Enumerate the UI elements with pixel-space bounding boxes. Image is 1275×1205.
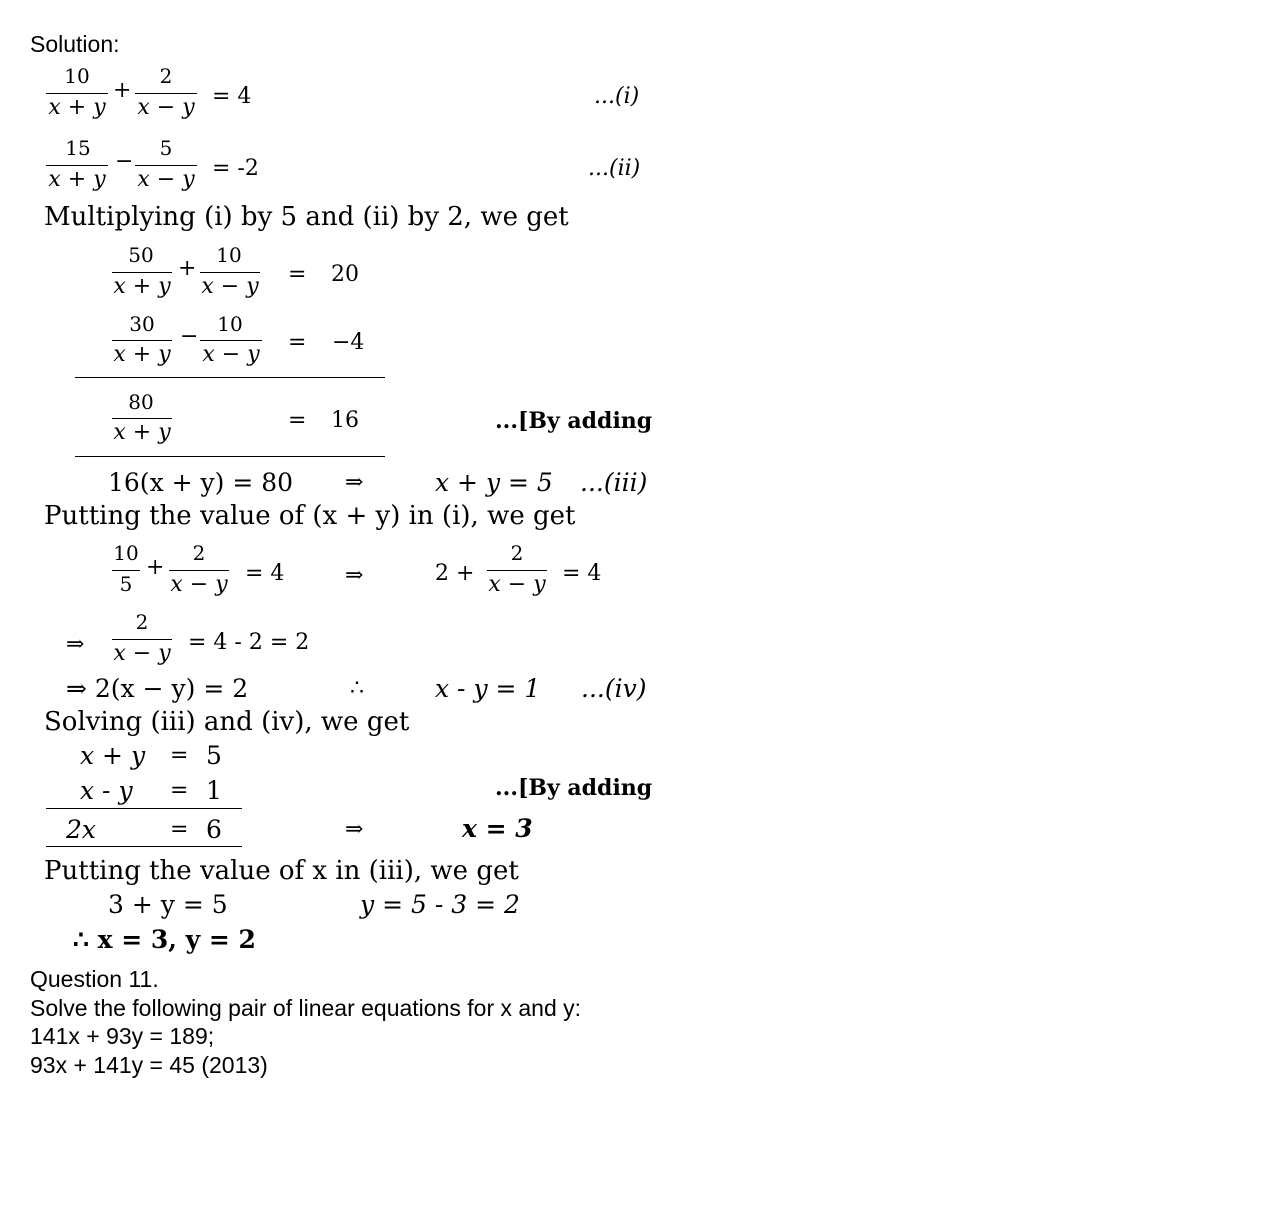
eq2-numerator-2: 5 — [159, 136, 173, 160]
eq2-tag: ...(ii) — [588, 156, 641, 181]
sub2-denominator: x − y — [113, 641, 171, 666]
sub1-denominator-3: x − y — [488, 572, 546, 597]
final-substitution-rhs: y = 5 - 3 = 2 — [360, 890, 520, 919]
mult1-operator: + — [178, 256, 197, 281]
sub2-rhs: = 4 - 2 = 2 — [188, 630, 310, 655]
step-put-2-text: Putting the value of x in (iii), we get — [44, 856, 519, 886]
result1-lhs: 16(x + y) = 80 — [108, 468, 294, 497]
elim-line-2 — [46, 846, 242, 847]
result2-tag: ...(iv) — [581, 674, 647, 703]
eq1-fraction-bar-1 — [46, 93, 108, 94]
sub1-denominator-1: 5 — [119, 572, 133, 596]
result2-rhs: x - y = 1 — [435, 674, 541, 703]
eq2-fraction-bar-2 — [135, 165, 197, 166]
sum-fraction-bar — [112, 418, 172, 419]
elim-row2-equals: = — [170, 778, 189, 803]
elim-row3-rhs: 6 — [206, 815, 222, 844]
elim-result: x = 3 — [462, 814, 533, 843]
mult1-numerator-2: 10 — [216, 243, 242, 267]
eq1-tag: ...(i) — [594, 84, 640, 109]
mult1-denominator-1: x + y — [113, 274, 171, 299]
elim-row1-equals: = — [170, 743, 189, 768]
sum-denominator: x + y — [113, 420, 171, 445]
question-label: Question 11. — [30, 966, 159, 992]
eq1-denominator-2: x − y — [137, 95, 195, 120]
question-equation-a: 141x + 93y = 189; — [30, 1023, 215, 1049]
sub2-arrow: ⇒ — [66, 632, 85, 657]
addition-line-1 — [75, 377, 385, 378]
elim-row1-rhs: 5 — [206, 741, 222, 770]
sub2-numerator: 2 — [135, 610, 149, 634]
result1-tag: ...(iii) — [580, 468, 648, 497]
eq2-rhs: = -2 — [212, 156, 259, 181]
sum-rhs: 16 — [331, 408, 359, 433]
elim-line-1 — [46, 808, 242, 809]
eq2-fraction-bar-1 — [46, 165, 108, 166]
mult1-equals: = — [288, 262, 307, 287]
sub1-fraction-bar-2 — [169, 570, 229, 571]
sub1-rhs-2: = 4 — [562, 561, 602, 586]
eq1-operator: + — [113, 78, 132, 103]
mult2-rhs: −4 — [332, 330, 365, 355]
eq1-denominator-1: x + y — [48, 95, 106, 120]
question-equation-b: 93x + 141y = 45 (2013) — [30, 1052, 268, 1078]
mult1-denominator-2: x − y — [201, 274, 259, 299]
sub1-numerator-1: 10 — [113, 541, 139, 565]
mult2-denominator-2: x − y — [202, 342, 260, 367]
sub1-denominator-2: x − y — [170, 572, 228, 597]
elim-row1-lhs: x + y — [80, 741, 146, 770]
result2-lhs: ⇒ 2(x − y) = 2 — [66, 674, 249, 703]
eq2-numerator-1: 15 — [65, 136, 91, 160]
sub1-rhs: = 4 — [245, 561, 285, 586]
mult1-numerator-1: 50 — [128, 243, 154, 267]
solution-label: Solution: — [30, 31, 120, 57]
eq2-denominator-2: x − y — [137, 167, 195, 192]
sub1-lhs-2: 2 + — [435, 561, 475, 586]
elim-note: ...[By adding — [495, 775, 653, 801]
final-substitution-lhs: 3 + y = 5 — [108, 890, 228, 919]
elim-row3-lhs: 2x — [66, 815, 97, 844]
addition-line-2 — [75, 456, 385, 457]
sub1-arrow: ⇒ — [345, 563, 364, 588]
eq1-numerator-1: 10 — [64, 64, 90, 88]
mult2-denominator-1: x + y — [113, 342, 171, 367]
elim-row2-rhs: 1 — [206, 776, 222, 805]
mult2-fraction-bar-1 — [112, 340, 172, 341]
result1-rhs: x + y = 5 — [435, 468, 553, 497]
sum-equals: = — [288, 408, 307, 433]
sub1-fraction-bar-3 — [487, 570, 547, 571]
mult1-fraction-bar-2 — [200, 272, 260, 273]
mult2-numerator-2: 10 — [217, 312, 243, 336]
mult2-numerator-1: 30 — [129, 312, 155, 336]
step-multiply-text: Multiplying (i) by 5 and (ii) by 2, we get — [44, 202, 569, 232]
mult2-equals: = — [288, 330, 307, 355]
mult2-fraction-bar-2 — [200, 340, 262, 341]
sub1-numerator-3: 2 — [510, 541, 524, 565]
result1-arrow: ⇒ — [345, 470, 364, 495]
result2-therefore: ∴ — [350, 676, 364, 701]
eq1-rhs: = 4 — [212, 84, 252, 109]
sub1-numerator-2: 2 — [192, 541, 206, 565]
final-answer: ∴ x = 3, y = 2 — [73, 925, 256, 954]
eq2-operator: − — [115, 149, 134, 174]
mult1-rhs: 20 — [331, 262, 359, 287]
mult1-fraction-bar-1 — [112, 272, 172, 273]
eq2-denominator-1: x + y — [48, 167, 106, 192]
step-put-1-text: Putting the value of (x + y) in (i), we get — [44, 501, 576, 531]
elim-arrow: ⇒ — [345, 817, 364, 842]
question-text: Solve the following pair of linear equations for x and y: — [30, 995, 582, 1021]
elim-row3-equals: = — [170, 817, 189, 842]
mult2-operator: − — [180, 324, 199, 349]
eq1-numerator-2: 2 — [159, 64, 173, 88]
sub1-operator: + — [146, 555, 165, 580]
elim-row2-lhs: x - y — [80, 776, 133, 805]
sub1-fraction-bar-1 — [112, 570, 140, 571]
sub2-fraction-bar — [112, 639, 172, 640]
eq1-fraction-bar-2 — [135, 93, 197, 94]
sum-numerator: 80 — [128, 390, 154, 414]
step-solve-text: Solving (iii) and (iv), we get — [44, 707, 410, 737]
sum-note: ...[By adding — [495, 408, 653, 434]
